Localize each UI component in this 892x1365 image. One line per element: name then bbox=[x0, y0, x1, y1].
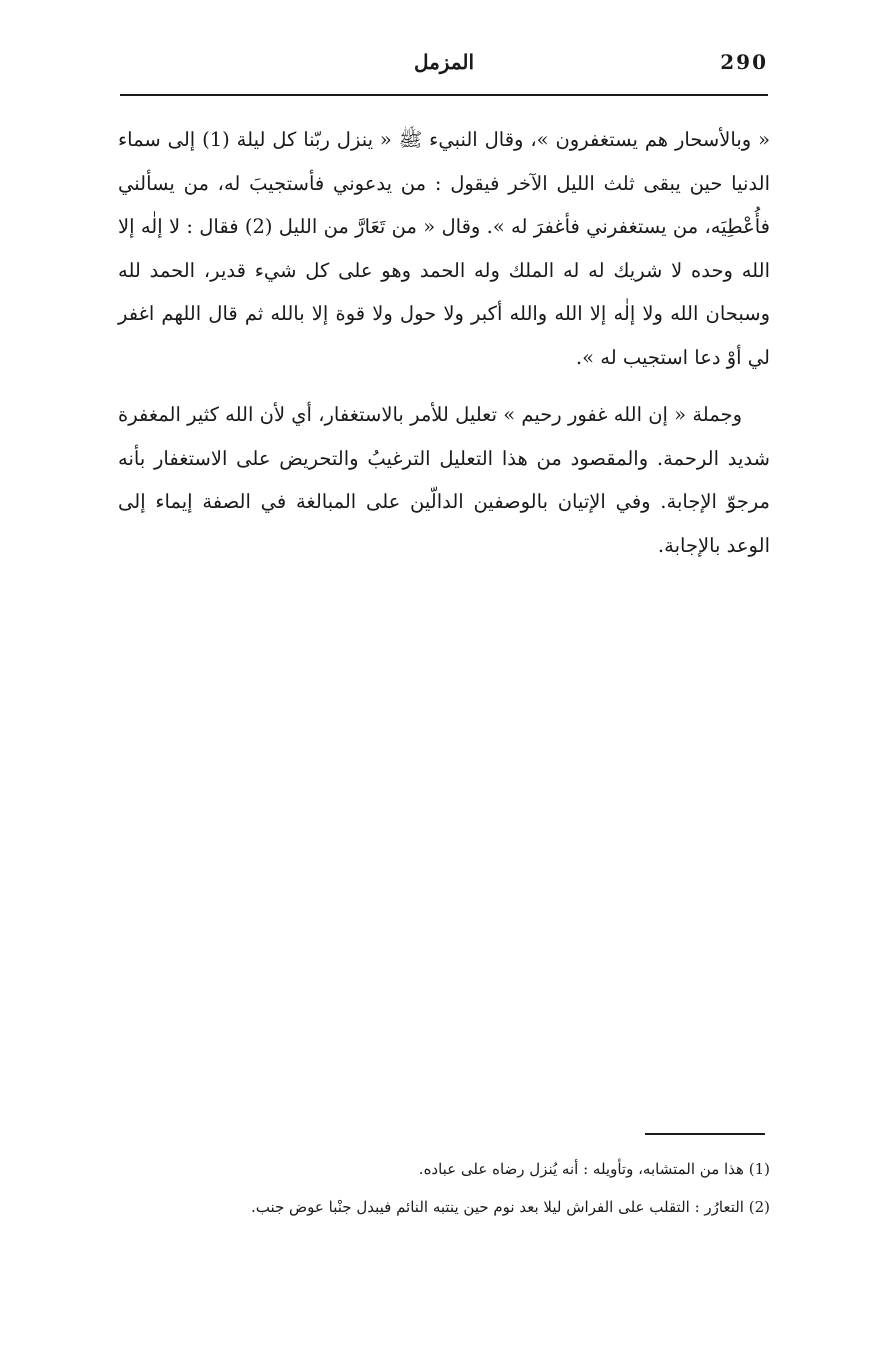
paragraph-2: وجملة « إن الله غفور رحيم » تعليل للأمر بالاستغفار، أي لأن الله كثير المغفرة شديد الرحمة. والمقصود من هذا التعليل الترغيبُ والتحريض على الاستغفار بأنه مرجوّ الإجابة. وفي الإتيان بالوصفين الدالّين على المبالغة في الصفة إيماء إلى الوعد بالإجابة. bbox=[118, 403, 770, 557]
page-header bbox=[120, 48, 768, 88]
paragraph-1: « وبالأسحار هم يستغفرون »، وقال النبيء ﷺ « ينزل ربّنا كل ليلة (1) إلى سماء الدنيا حين يبقى ثلث الليل الآخر فيقول : من يدعوني فأستجيبَ له، من يسألني فأُعْطِيَه، من يستغفرني فأغفرَ له ». وقال « من تَعَارَّ من الليل (2) فقال : لا إلٰه إلا الله وحده لا شريك له له الملك وله الحمد وهو على كل شيء قدير، الحمد لله وسبحان الله ولا إلٰه إلا الله والله أكبر ولا حول ولا قوة إلا بالله ثم قال اللهم اغفر لي أوْ دعا استجيب له ». bbox=[118, 128, 770, 369]
header-rule bbox=[120, 94, 768, 96]
footnote-rule bbox=[645, 1133, 765, 1135]
footnote-1: (1) هذا من المتشابه، وتأويله : أنه يُنزل رضاه على عباده. bbox=[418, 1160, 770, 1178]
footnotes bbox=[118, 1150, 770, 1226]
footnote-2: (2) التعارُر : التقلب على الفراش ليلا بعد نوم حين ينتبه النائم فيبدل جنْبا عوض جنب. bbox=[250, 1198, 770, 1216]
page-number: 290 bbox=[720, 50, 768, 74]
body-text bbox=[118, 118, 770, 567]
running-title: المزمل bbox=[413, 50, 475, 74]
